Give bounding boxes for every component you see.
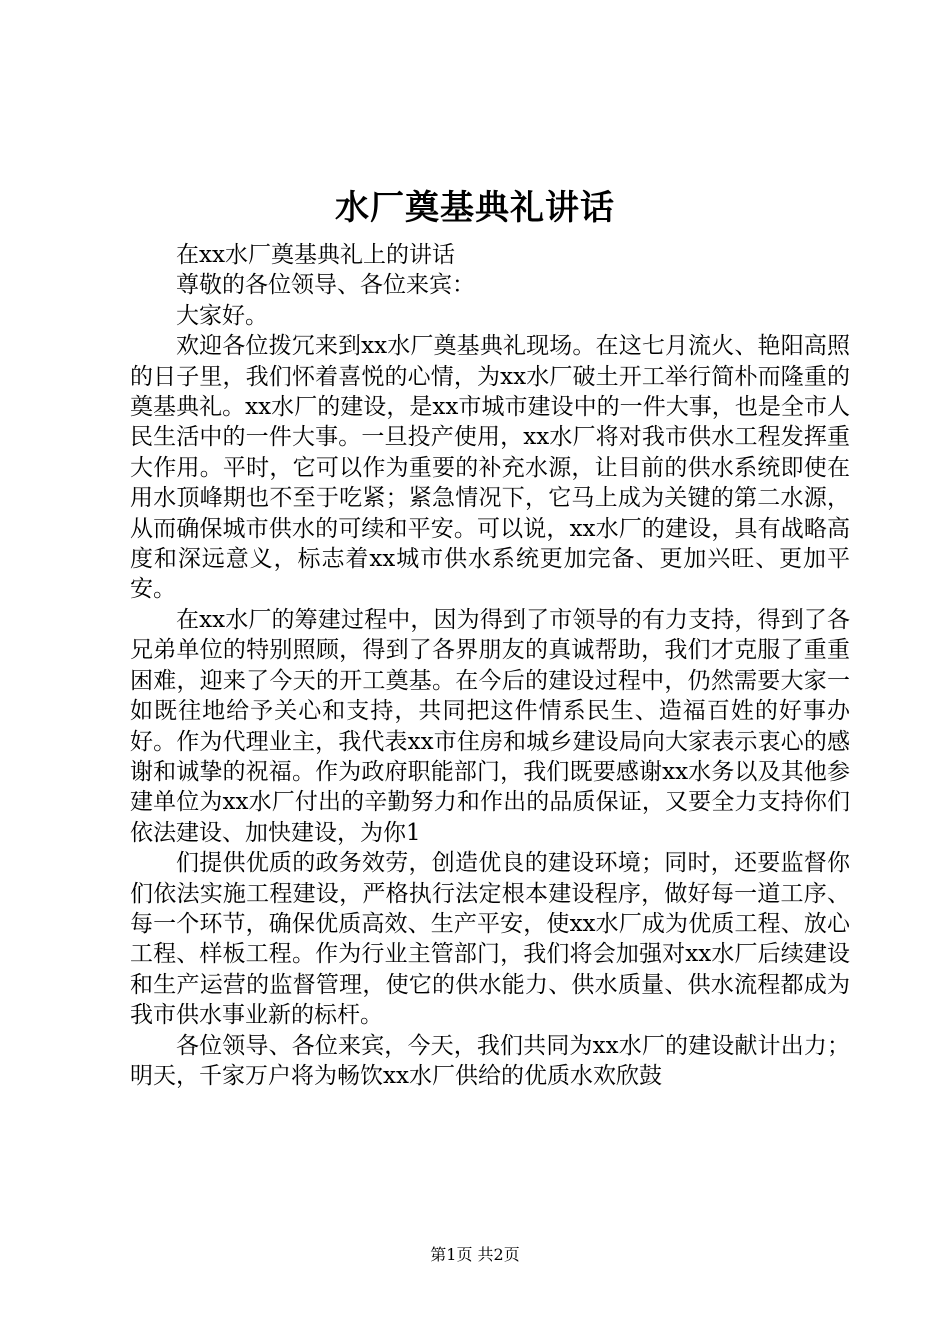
greeting: 大家好。 xyxy=(176,302,268,329)
document-title: 水厂奠基典礼讲话 xyxy=(335,188,615,228)
salutation: 尊敬的各位领导、各位来宾： xyxy=(176,272,475,299)
paragraph-closing: 各位领导、各位来宾，今天，我们共同为xx水厂的建设献计出力；明天，千家万户将为畅饮xx水厂供给的优质水欢欣鼓 xyxy=(130,1032,850,1089)
page-footer: 第1页 共2页 xyxy=(430,1245,520,1264)
speech-heading: 在xx水厂奠基典礼上的讲话 xyxy=(176,242,455,268)
document-body xyxy=(130,240,850,1091)
paragraph-service: 们提供优质的政务效劳，创造优良的建设环境；同时，还要监督你们依法实施工程建设，严格执行法定根本建设程序，做好每一道工序、每一个环节，确保优质高效、生产平安，使xx水厂成为优质工程、放心工程、样板工程。作为行业主管部门，我们将会加强对xx水厂后续建设和生产运营的监督管理，使它的供水能力、供水质量、供水流程都成为我市供水事业新的标杆。 xyxy=(130,850,850,1029)
paragraph-construction: 在xx水厂的筹建过程中，因为得到了市领导的有力支持，得到了各兄弟单位的特别照顾，得到了各界朋友的真诚帮助，我们才克服了重重困难，迎来了今天的开工奠基。在今后的建设过程中，仍然需要大家一如既往地给予关心和支持，共同把这件情系民生、造福百姓的好事办好。作为代理业主，我代表xx市住房和城乡建设局向大家表示衷心的感谢和诚挚的祝福。作为政府职能部门，我们既要感谢xx水务以及其他参建单位为xx水厂付出的辛勤努力和作出的品质保证，又要全力支持你们依法建设、加快建设，为你1 xyxy=(130,606,850,846)
paragraph-welcome: 欢迎各位拨冗来到xx水厂奠基典礼现场。在这七月流火、艳阳高照的日子里，我们怀着喜悦的心情，为xx水厂破土开工举行简朴而隆重的奠基典礼。xx水厂的建设，是xx市城市建设中的一件大事，也是全市人民生活中的一件大事。一旦投产使用，xx水厂将对我市供水工程发挥重大作用。平时，它可以作为重要的补充水源，让目前的供水系统即使在用水顶峰期也不至于吃紧；紧急情况下，它马上成为关键的第二水源，从而确保城市供水的可续和平安。可以说，xx水厂的建设，具有战略高度和深远意义，标志着xx城市供水系统更加完备、更加兴旺、更加平安。 xyxy=(130,333,850,603)
